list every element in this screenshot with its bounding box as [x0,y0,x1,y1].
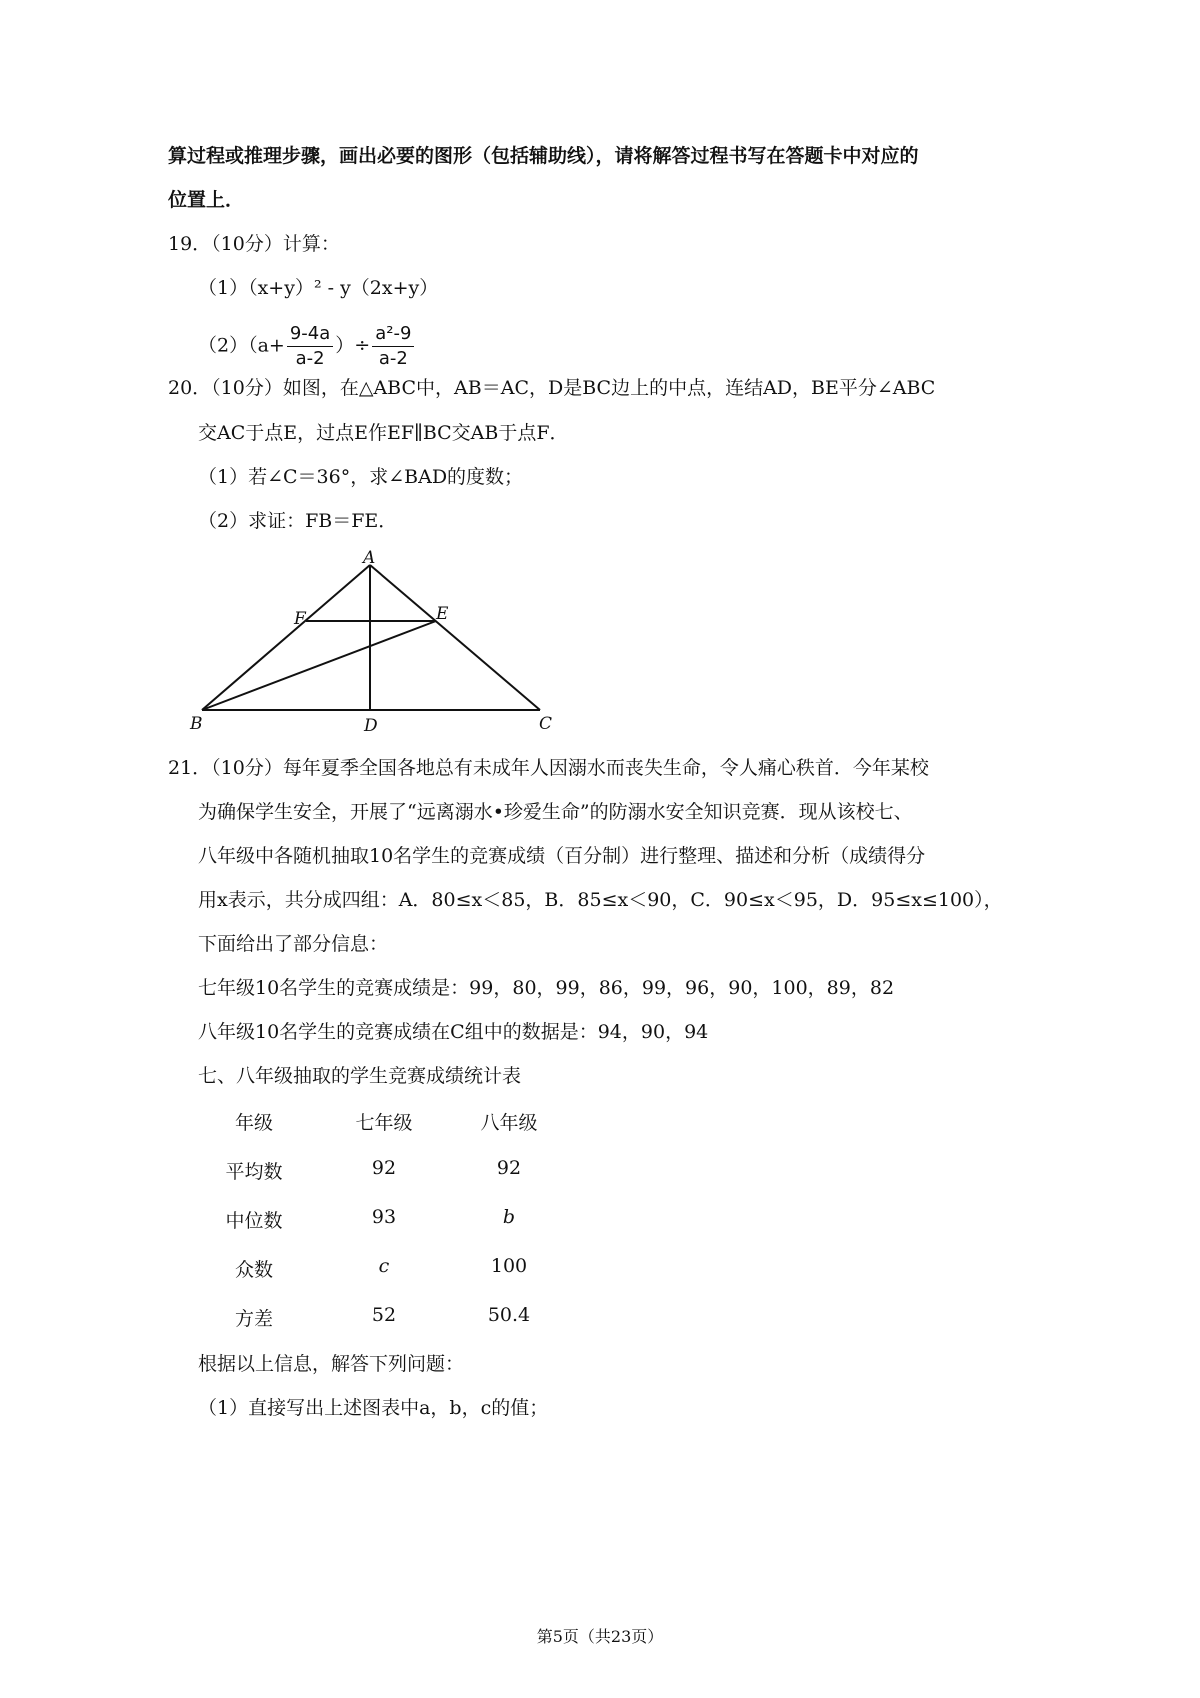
q21-line5: 下面给出了部分信息： [198,933,389,955]
q20-part1: （1）若∠C＝36°，求∠BAD的度数； [198,466,524,488]
table-header: 八年级 [480,1112,538,1134]
label-a: A [363,548,376,568]
table-cell: 93 [371,1206,397,1228]
q19-fraction-2 [372,322,414,371]
q20-line2: 交AC于点E，过点E作EF∥BC交AB于点F． [198,422,569,444]
label-f: F [294,609,306,629]
q21-instruction: 根据以上信息，解答下列问题： [198,1353,465,1375]
page-footer: 第5页（共23页） [536,1627,664,1646]
table-cell: b [502,1206,516,1228]
segment-be [202,621,436,710]
q19-part2-prefix: （2）（a+ [198,334,285,357]
table-cell: 100 [490,1255,528,1277]
q21-line4: 用x表示，共分成四组：A．80≤x＜85，B．85≤x＜90，C．90≤x＜95，D．95≤x≤100）， [198,889,1003,911]
q19-fraction-2-numerator: a²-9 [372,322,414,347]
table-cell: 平均数 [225,1161,283,1183]
table-cell: 52 [371,1304,397,1326]
table-cell: 众数 [234,1259,273,1281]
label-b: B [190,714,203,734]
edge-ab [202,565,370,710]
table-header: 七年级 [355,1112,413,1134]
q21-grade8-groupc: 八年级10名学生的竞赛成绩在C组中的数据是：94，90，94 [198,1021,709,1043]
edge-ac [370,565,540,710]
table-cell: 中位数 [225,1210,283,1232]
q19-part2 [198,322,416,371]
label-e: E [436,604,449,624]
q21-line3: 八年级中各随机抽取10名学生的竞赛成绩（百分制）进行整理、描述和分析（成绩得分 [198,845,926,867]
q19-part2-operator: ）÷ [335,334,371,357]
q19-fraction-1-denominator: a-2 [295,348,325,369]
table-cell: 92 [371,1157,397,1179]
q19-title: 19．（10分）计算： [168,233,340,255]
triangle-figure [185,545,565,735]
q21-part1: （1）直接写出上述图表中a，b，c的值； [198,1397,549,1419]
q19-fraction-1 [287,322,333,371]
q21-table-title: 七、八年级抽取的学生竞赛成绩统计表 [198,1065,522,1087]
instruction-line-2: 位置上． [168,189,245,211]
label-c: C [539,714,553,734]
table-cell: 50.4 [487,1304,531,1326]
q20-part2: （2）求证：FB＝FE． [198,510,398,532]
table-cell: c [378,1255,390,1277]
q19-fraction-2-denominator: a-2 [378,348,408,369]
q19-part1: （1）（x+y）² - y（2x+y） [198,277,439,299]
q21-line2: 为确保学生安全，开展了“远离溺水•珍爱生命”的防溺水安全知识竞赛．现从该校七、 [198,801,913,823]
q19-fraction-1-numerator: 9-4a [287,322,333,347]
q21-grade7-scores: 七年级10名学生的竞赛成绩是：99，80，99，86，99，96，90，100，89，82 [198,977,895,999]
table-header: 年级 [234,1112,273,1134]
instruction-line-1: 算过程或推理步骤，画出必要的图形（包括辅助线），请将解答过程书写在答题卡中对应的 [168,145,919,167]
table-cell: 92 [496,1157,522,1179]
q20-line1: 20．（10分）如图，在△ABC中，AB＝AC，D是BC边上的中点，连结AD，BE平分∠ABC [168,377,936,399]
label-d: D [364,716,378,735]
table-cell: 方差 [234,1308,273,1330]
q21-line1: 21．（10分）每年夏季全国各地总有未成年人因溺水而丧失生命，令人痛心秩首．今年某校 [168,757,929,779]
